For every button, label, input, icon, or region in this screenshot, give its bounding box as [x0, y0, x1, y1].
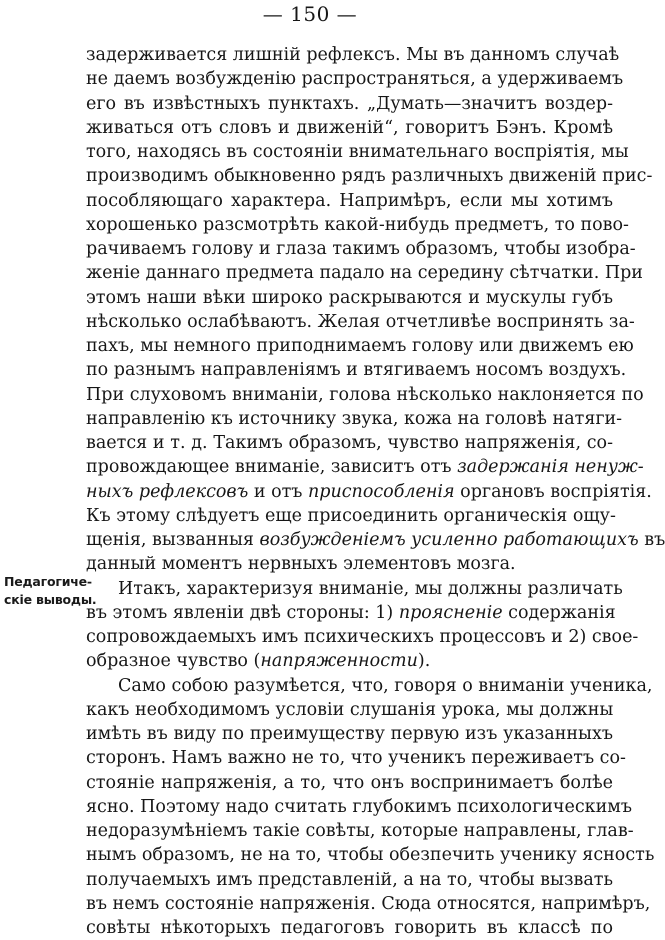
text-line: провождающее вниманіе, зависитъ отъ задержанія ненуж-: [86, 455, 613, 479]
margin-note-line: скіе выводы.: [4, 591, 84, 609]
body-text: [86, 43, 613, 940]
emphasis: проясненіе: [399, 603, 503, 623]
text-line: нѣсколько ослабѣваютъ. Желая отчетливѣе воспринять за-: [86, 310, 613, 334]
text-line: того, находясь въ состояніи внимательнаго воспріятія, мы: [86, 140, 613, 164]
paragraph: [86, 674, 613, 940]
text-line: При слуховомъ вниманіи, голова нѣсколько наклоняется по: [86, 383, 613, 407]
text-line: пахъ, мы немного приподнимаемъ голову или движемъ ею: [86, 334, 613, 358]
emphasis: напряженности: [260, 651, 418, 671]
text-line: этомъ наши вѣки широко раскрываются и мускулы губъ: [86, 286, 613, 310]
emphasis: приспособленія: [308, 482, 455, 502]
text-line: стояніе напряженія, а то, что онъ воспринимаетъ болѣе: [86, 771, 613, 795]
text-line: задерживается лишній рефлексъ. Мы въ данномъ случаѣ: [86, 43, 613, 67]
text-line: ясно. Поэтому надо считать глубокимъ психологическимъ: [86, 795, 613, 819]
text-line: въ этомъ явленіи двѣ стороны: 1) проясненіе содержанія: [86, 601, 613, 625]
text-line: получаемыхъ имъ представленій, а на то, чтобы вызвать: [86, 868, 613, 892]
text-line: данный моментъ нервныхъ элементовъ мозга.: [86, 552, 613, 576]
text-line: въ немъ состояніе напряженія. Сюда относятся, напримѣръ,: [86, 892, 613, 916]
text-line: пособляющаго характера. Напримѣръ, если мы хотимъ: [86, 189, 613, 213]
text-line: Итакъ, характеризуя вниманіе, мы должны различать: [86, 577, 613, 601]
text-line: женіе даннаго предмета падало на середину сѣтчатки. При: [86, 261, 613, 285]
text-line: щенія, вызванныя возбужденіемъ усиленно работающихъ въ: [86, 528, 613, 552]
text-line: Само собою разумѣется, что, говоря о вниманіи ученика,: [86, 674, 613, 698]
text-line: вается и т. д. Такимъ образомъ, чувство напряженія, со-: [86, 431, 613, 455]
text-line: имѣть въ виду по преимуществу первую изъ указанныхъ: [86, 722, 613, 746]
emphasis: задержанія ненуж-: [457, 457, 644, 477]
emphasis: возбужденіемъ усиленно работающихъ: [260, 530, 639, 550]
emphasis: ныхъ рефлексовъ: [86, 482, 248, 502]
text-line: не даемъ возбужденію распространяться, а удерживаемъ: [86, 67, 613, 91]
page-number: — 150 —: [0, 2, 620, 26]
text-line: ныхъ рефлексовъ и отъ приспособленія органовъ воспріятія.: [86, 480, 613, 504]
text-line: какъ необходимомъ условіи слушанія урока, мы должны: [86, 698, 613, 722]
text-line: по разнымъ направленіямъ и втягиваемъ носомъ воздухъ.: [86, 358, 613, 382]
text-line: живаться отъ словъ и движеній“, говоритъ Бэнъ. Кромѣ: [86, 116, 613, 140]
margin-note-line: Педагогиче-: [4, 573, 84, 591]
text-line: недоразумѣніемъ такіе совѣты, которые направлены, глав-: [86, 819, 613, 843]
text-line: его въ извѣстныхъ пунктахъ. „Думать—значитъ воздер-: [86, 92, 613, 116]
text-line: Къ этому слѣдуетъ еще присоединить органическія ощу-: [86, 504, 613, 528]
text-line: рачиваемъ голову и глаза такимъ образомъ, чтобы изобра-: [86, 237, 613, 261]
text-line: совѣты нѣкоторыхъ педагоговъ говорить въ классѣ по: [86, 916, 613, 940]
text-line: сопровождаемыхъ имъ психическихъ процессовъ и 2) свое-: [86, 625, 613, 649]
text-line: образное чувство (напряженности).: [86, 649, 613, 673]
text-line: производимъ обыкновенно рядъ различныхъ движеній прис-: [86, 164, 613, 188]
text-line: сторонъ. Намъ важно не то, что ученикъ переживаетъ со-: [86, 746, 613, 770]
text-line: направленію къ источнику звука, кожа на головѣ натяги-: [86, 407, 613, 431]
paragraph: [86, 577, 613, 674]
paragraph: [86, 43, 613, 577]
margin-note: [4, 573, 84, 609]
text-line: нымъ образомъ, не на то, чтобы обезпечить ученику ясность: [86, 843, 613, 867]
text-line: хорошенько разсмотрѣть какой-нибудь предметъ, то пово-: [86, 213, 613, 237]
